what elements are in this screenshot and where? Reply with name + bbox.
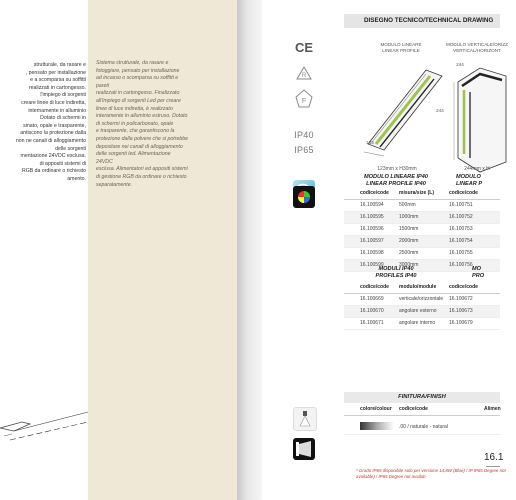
drawing2-caption: 244mm x H <box>464 166 490 172</box>
finish-header-row: colore/colour codice/code Alimen <box>344 404 500 416</box>
table-row: 16.100597 2000mm 16.100754 <box>344 236 500 248</box>
finish-table <box>344 404 500 435</box>
table-row: 16.100670 angolare esterno 16.100673 <box>344 306 500 318</box>
technical-drawing-header: DISEGNO TECNICO/TECHNICAL DRAWING <box>344 14 500 28</box>
beige-body-text: Sistema strutturale, da rasare e fotoggiare, pensato per installazione ad incasso o scomparsa su soffitti e pareti realizzati in cartongesso. Finalizzato all'impiego di sorgenti Led per creare linee di luce indiretta, è realizzato interamente in alluminio estruso. Dotato di schermi in policarbonato, opale e trasparente, che garantiscono la protezione dalla polvere che si potrebbe depositare nei canali di alloggiamento delle sorgenti led. Alimentazione 24VDC esclusa. Alimentatori ed appositi sistemi di gestione RGB da ordinare o richiesto separatamente. <box>96 60 188 188</box>
table2 <box>344 282 500 330</box>
table1-title-b: MODULO LINEAR P <box>456 174 483 187</box>
table2-title: MODULI IP40 PROFILES IP40 <box>375 266 417 279</box>
recycle-icon <box>281 64 327 84</box>
wall-wash-icon <box>293 438 315 460</box>
table1-header-row: codice/code misura/size (L) codice/code <box>344 188 500 200</box>
table-row: 16.100595 1000mm 16.100752 <box>344 212 500 224</box>
table-row: 16.100594 500mm 16.100751 <box>344 200 500 212</box>
table1-title: MODULO LINEARE IP40 LINEAR PROFILE IP40 <box>363 174 429 187</box>
ip-footnote: * Grado IP65 disponibile solo per versione 14,8W (Blue) / IP IP65 Degree not available) / IP65 Degree not availab <box>356 468 506 479</box>
profile-sketch <box>0 400 88 460</box>
finish-header: FINITURA/FINISH <box>344 392 500 403</box>
technical-panel <box>344 0 508 500</box>
spot-icon <box>293 407 317 431</box>
table-row: 16.100669 verticale/orizzontale 16.100672 <box>344 294 500 306</box>
dim-135: 135 <box>366 140 374 145</box>
power-code: 16.1 <box>484 452 504 463</box>
table-row: 16.100596 1500mm 16.100753 <box>344 224 500 236</box>
table2-title-b: MO PRO <box>472 266 485 279</box>
ip40-label: IP40 <box>294 130 314 140</box>
drawing2-label: MODULO VERTICALE/ORIZZ VERTICAL/HORIZONT <box>446 42 508 53</box>
drawing1-caption: 123mm x H30mm <box>377 166 417 172</box>
left-page <box>0 0 237 500</box>
certification-icon-column <box>281 0 327 500</box>
ip65-label: IP65 <box>294 145 314 155</box>
svg-text:R: R <box>301 73 307 79</box>
fire-rating-icon <box>281 88 327 110</box>
rgb-icon <box>293 186 315 208</box>
svg-text:F: F <box>301 98 307 105</box>
dim-244-side: 244 <box>436 108 444 113</box>
drawing1-label: MODULO LINEARE LINEAR PROFILE <box>380 42 422 53</box>
table-row: 16.100598 2500mm 16.100755 <box>344 248 500 260</box>
table-row: 16.100599 3000mm 16.100756 <box>344 260 500 272</box>
table1 <box>344 188 500 272</box>
ce-mark-icon: CE <box>294 40 314 55</box>
page-gutter <box>237 0 262 500</box>
finish-swatch <box>360 422 394 430</box>
finish-code: .00 / naturale - natural <box>399 424 448 430</box>
divider <box>486 466 500 467</box>
table-row: 16.100671 angolare interno 16.100679 <box>344 318 500 330</box>
finish-row <box>344 416 500 435</box>
dim-244-top: 244 <box>456 62 464 67</box>
table2-header-row: codice/code modulo/module codice/code <box>344 282 500 294</box>
left-body-text: strutturale, da rasare e , pensato per installazione e a scomparsa su soffitti realizzati in cartongesso. l'impiego di sorgenti creare linee di luce indiretta, internamente in alluminio Dotato di schermi in sinato, opale e trasparente, antiscono la protezione dalla non ne canali di alloggiamento delle sorgenti mentazione 24VDC esclusa. di appositi sistemi di RGB da ordinare o richiesto amento. <box>15 62 86 182</box>
